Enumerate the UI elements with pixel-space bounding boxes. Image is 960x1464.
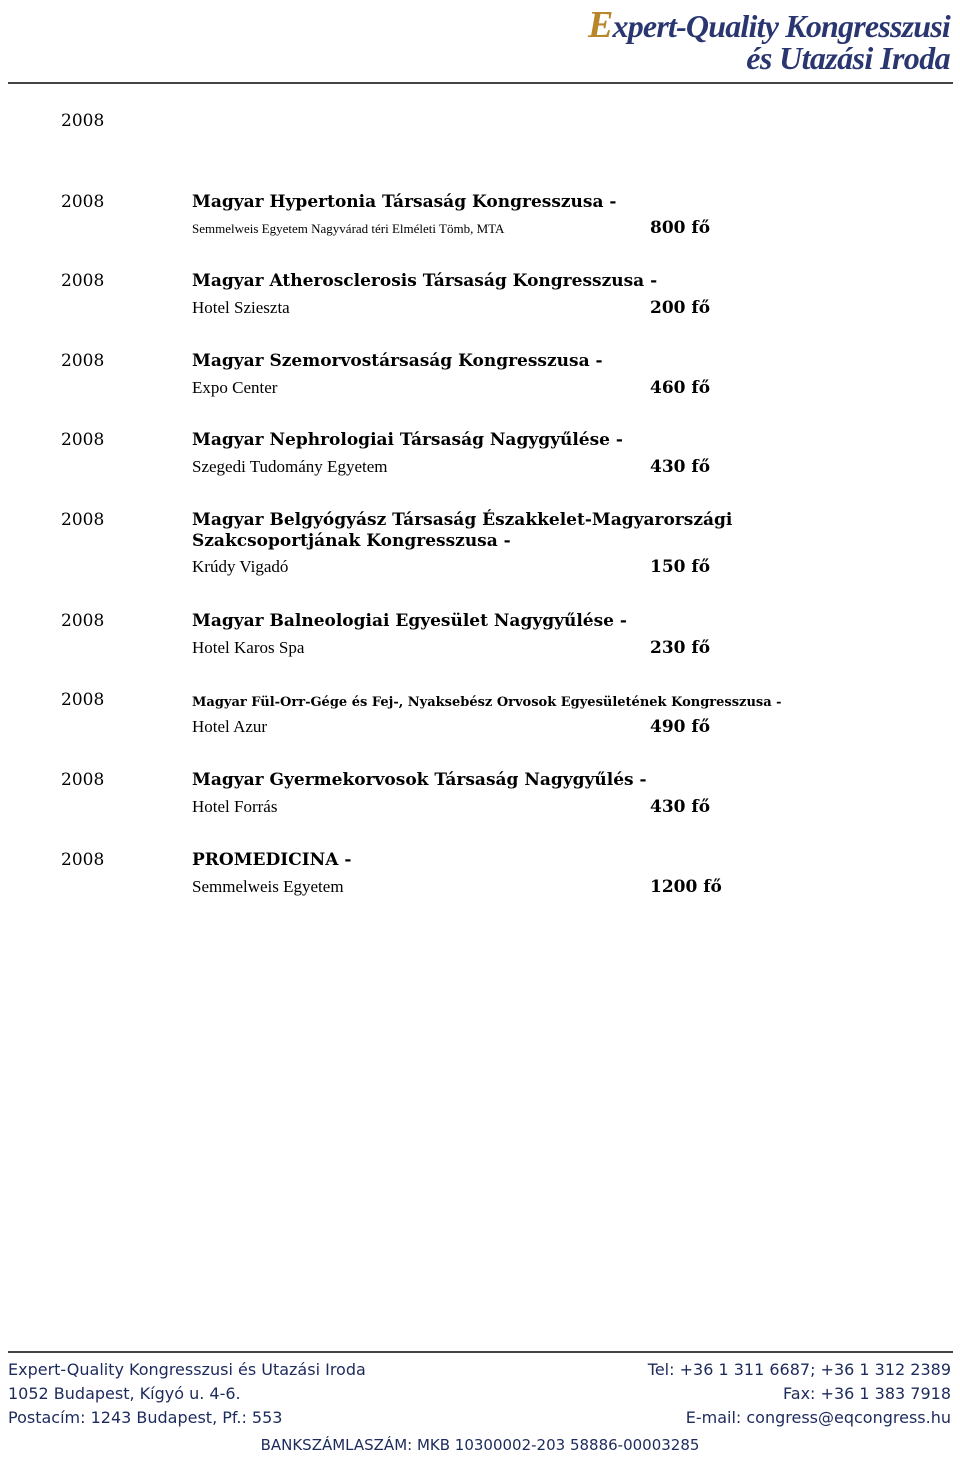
entry-attendance: 150 fő bbox=[650, 557, 711, 577]
logo-line1 bbox=[588, 6, 950, 44]
entry-title: Magyar Gyermekorvosok Társaság Nagygyűlés - bbox=[192, 770, 647, 790]
entry-title: Magyar Hypertonia Társaság Kongresszusa - bbox=[192, 192, 617, 212]
entry-venue: Krúdy Vigadó bbox=[192, 557, 289, 576]
footer-contact-address bbox=[8, 1358, 366, 1430]
header-divider bbox=[8, 82, 953, 84]
entry-year: 2008 bbox=[61, 430, 105, 450]
entry-attendance: 490 fő bbox=[650, 717, 711, 737]
entry-title: Magyar Belgyógyász Társaság Északkelet-Magyarországi Szakcsoportjának Kongresszusa - bbox=[192, 510, 733, 551]
footer-company: Expert-Quality Kongresszusi és Utazási Iroda bbox=[8, 1360, 366, 1379]
page-year: 2008 bbox=[61, 111, 105, 131]
entry-year: 2008 bbox=[61, 192, 105, 212]
entry-year: 2008 bbox=[61, 690, 105, 710]
footer-address: 1052 Budapest, Kígyó u. 4-6. bbox=[8, 1384, 241, 1403]
entry-title: Magyar Nephrologiai Társaság Nagygyűlése - bbox=[192, 430, 623, 450]
entry-attendance: 1200 fő bbox=[650, 877, 722, 897]
entry-venue: Expo Center bbox=[192, 378, 278, 397]
footer-contact-phone bbox=[648, 1358, 951, 1430]
entry-title: PROMEDICINA - bbox=[192, 850, 352, 870]
entry-venue: Hotel Forrás bbox=[192, 797, 278, 816]
entry-year: 2008 bbox=[61, 271, 105, 291]
entry-title: Magyar Balneologiai Egyesület Nagygyűlése - bbox=[192, 611, 627, 631]
footer-bank-account: BANKSZÁMLASZÁM: MKB 10300002-203 58886-00003285 bbox=[260, 1436, 700, 1454]
entry-attendance: 430 fő bbox=[650, 797, 711, 817]
entry-title: Magyar Atherosclerosis Társaság Kongresszusa - bbox=[192, 271, 658, 291]
entry-year: 2008 bbox=[61, 510, 105, 530]
entry-year: 2008 bbox=[61, 850, 105, 870]
logo-initial: E bbox=[587, 4, 613, 46]
entry-venue: Semmelweis Egyetem Nagyvárad téri Elméleti Tömb, MTA bbox=[192, 221, 505, 236]
entry-attendance: 230 fő bbox=[650, 638, 711, 658]
entry-venue: Hotel Azur bbox=[192, 717, 268, 736]
entry-attendance: 430 fő bbox=[650, 457, 711, 477]
footer-postal: Postacím: 1243 Budapest, Pf.: 553 bbox=[8, 1408, 283, 1427]
entry-title: Magyar Fül-Orr-Gége és Fej-, Nyaksebész Orvosok Egyesületének Kongresszusa - bbox=[192, 695, 782, 710]
entry-venue: Hotel Karos Spa bbox=[192, 638, 305, 657]
entry-attendance: 200 fő bbox=[650, 298, 711, 318]
entry-year: 2008 bbox=[61, 351, 105, 371]
entry-title: Magyar Szemorvostársaság Kongresszusa - bbox=[192, 351, 603, 371]
footer-email[interactable]: E-mail: congress@eqcongress.hu bbox=[685, 1408, 951, 1427]
footer-tel: Tel: +36 1 311 6687; +36 1 312 2389 bbox=[647, 1360, 951, 1379]
footer-fax: Fax: +36 1 383 7918 bbox=[783, 1384, 951, 1403]
company-logo bbox=[587, 2, 950, 78]
entry-venue: Hotel Szieszta bbox=[192, 298, 290, 317]
entry-attendance: 460 fő bbox=[650, 378, 711, 398]
footer-divider bbox=[8, 1351, 953, 1353]
entry-year: 2008 bbox=[61, 770, 105, 790]
logo-line2: és Utazási Iroda bbox=[746, 40, 950, 76]
entry-year: 2008 bbox=[61, 611, 105, 631]
entry-venue: Szegedi Tudomány Egyetem bbox=[192, 457, 388, 476]
logo-line1-text: xpert-Quality Kongresszusi bbox=[612, 8, 950, 44]
entry-venue: Semmelweis Egyetem bbox=[192, 877, 344, 896]
entry-attendance: 800 fő bbox=[650, 218, 711, 238]
